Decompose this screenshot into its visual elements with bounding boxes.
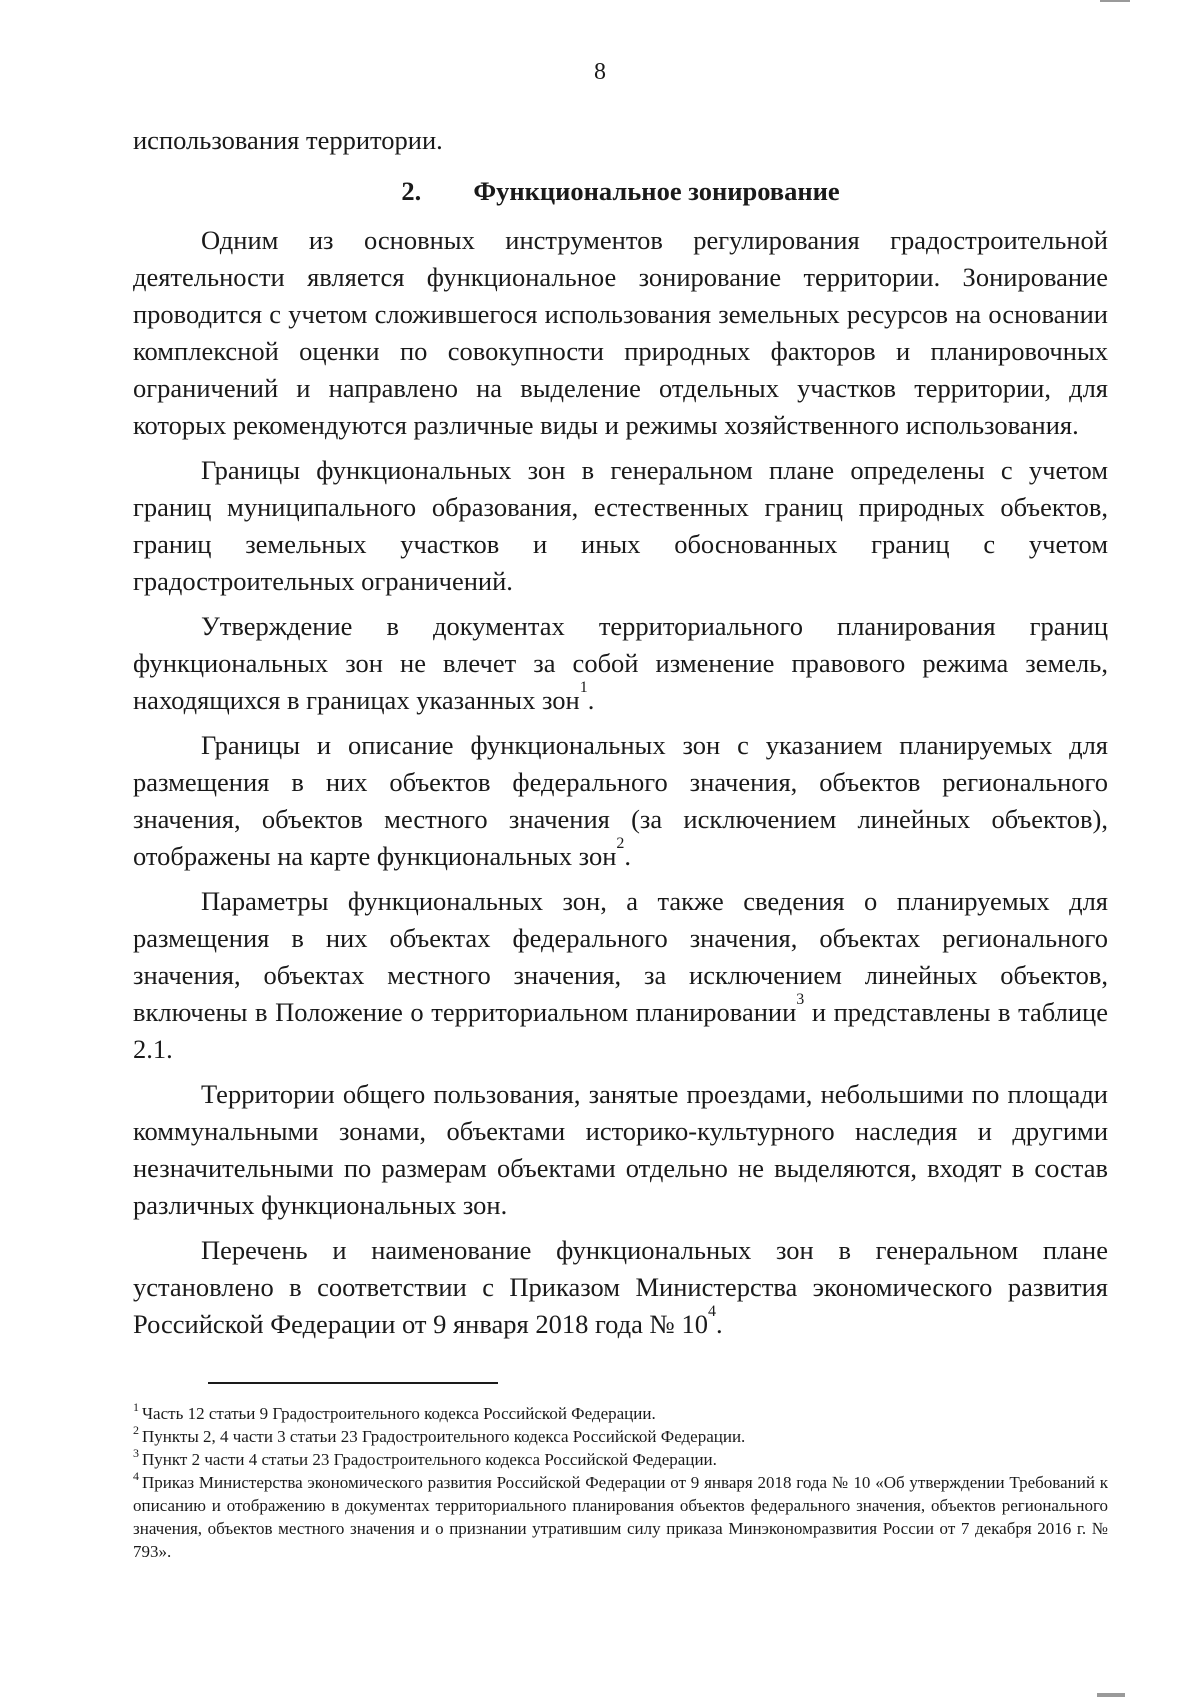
footnote-ref-3: 3 [796, 991, 805, 1008]
section-title: Функциональное зонирование [473, 176, 840, 206]
footnote-mark: 2 [133, 1423, 139, 1437]
footnotes [133, 1382, 1108, 1563]
paragraph-2: Границы функциональных зон в генеральном плане определены с учетом границ муниципального образования, естественных границ природных объектов, границ земельных участков и иных обоснованных границ с учетом градостроительных ограничений. [133, 455, 1108, 596]
scan-artifact-bottom [1097, 1693, 1125, 1697]
footnote-ref-4: 4 [707, 1303, 716, 1320]
footnote-text: Часть 12 статьи 9 Градостроительного кодекса Российской Федерации. [142, 1404, 656, 1423]
paragraph-5-text: Параметры функциональных зон, а также сведения о планируемых для размещения в них объектах федерального значения, объектах регионального значения, объектах местного значения, за исключением линейных объектов, включены в Положение о территориальном планировании [133, 886, 1108, 1027]
section-heading [133, 159, 1108, 222]
paragraph-5-tail: и представлены в таблице 2.1. [133, 997, 1108, 1064]
paragraph-7-tail: . [715, 1309, 723, 1339]
footnote-text: Приказ Министерства экономического развития Российской Федерации от 9 января 2018 года № 10 «Об утверждении Требований к описанию и отображению в документах территориального планирования объектов федерального значения, объектов регионального значения, объектов местного значения и о признании утратившим силу приказа Минэкономразвития России от 7 декабря 2016 г. № 793». [133, 1473, 1108, 1561]
footnote-ref-2: 2 [616, 835, 625, 852]
paragraph-1: Одним из основных инструментов регулирования градостроительной деятельности является функциональное зонирование территории. Зонирование проводится с учетом сложившегося использования земельных ресурсов на основании комплексной оценки по совокупности природных факторов и планировочных ограничений и направлено на выделение отдельных участков территории, для которых рекомендуются различные виды и режимы хозяйственного использования. [133, 225, 1108, 440]
paragraph-3-tail: . [587, 685, 595, 715]
paragraph-3-text: Утверждение в документах территориального планирования границ функциональных зон не влечет за собой изменение правового режима земель, находящихся в границах указанных зон [133, 611, 1108, 715]
paragraph-4-text: Границы и описание функциональных зон с указанием планируемых для размещения в них объектов федерального значения, объектов регионального значения, объектов местного значения (за исключением линейных объектов), отображены на карте функциональных зон [133, 730, 1108, 871]
footnote-3 [133, 1448, 1108, 1471]
paragraph-7-text: Перечень и наименование функциональных зон в генеральном плане установлено в соответствии с Приказом Министерства экономического развития Российской Федерации от 9 января 2018 года № 10 [133, 1235, 1108, 1339]
footnote-separator [208, 1382, 498, 1384]
paragraph-6: Территории общего пользования, занятые проездами, небольшими по площади коммунальными зонами, объектами историко-культурного наследия и другими незначительными по размерам объектами отдельно не выделяются, входят в состав различных функциональных зон. [133, 1079, 1108, 1220]
document-body [133, 122, 1108, 1343]
paragraph-4 [133, 727, 1108, 875]
footnote-mark: 3 [133, 1446, 139, 1460]
footnote-mark: 4 [133, 1469, 139, 1483]
paragraph-3 [133, 608, 1108, 719]
section-number: 2. [401, 176, 422, 206]
footnote-4 [133, 1471, 1108, 1563]
footnote-text: Пункты 2, 4 части 3 статьи 23 Градостроительного кодекса Российской Федерации. [142, 1427, 746, 1446]
footnote-mark: 1 [133, 1400, 139, 1414]
lead-text: использования территории. [133, 125, 443, 155]
footnote-text: Пункт 2 части 4 статьи 23 Градостроительного кодекса Российской Федерации. [142, 1450, 717, 1469]
footnote-1 [133, 1402, 1108, 1425]
paragraph-5 [133, 883, 1108, 1068]
scan-artifact-top [1100, 0, 1130, 2]
paragraph-7 [133, 1232, 1108, 1343]
footnote-2 [133, 1425, 1108, 1448]
page-number: 8 [594, 59, 606, 85]
paragraph-4-tail: . [624, 841, 632, 871]
footnote-ref-1: 1 [579, 679, 588, 696]
